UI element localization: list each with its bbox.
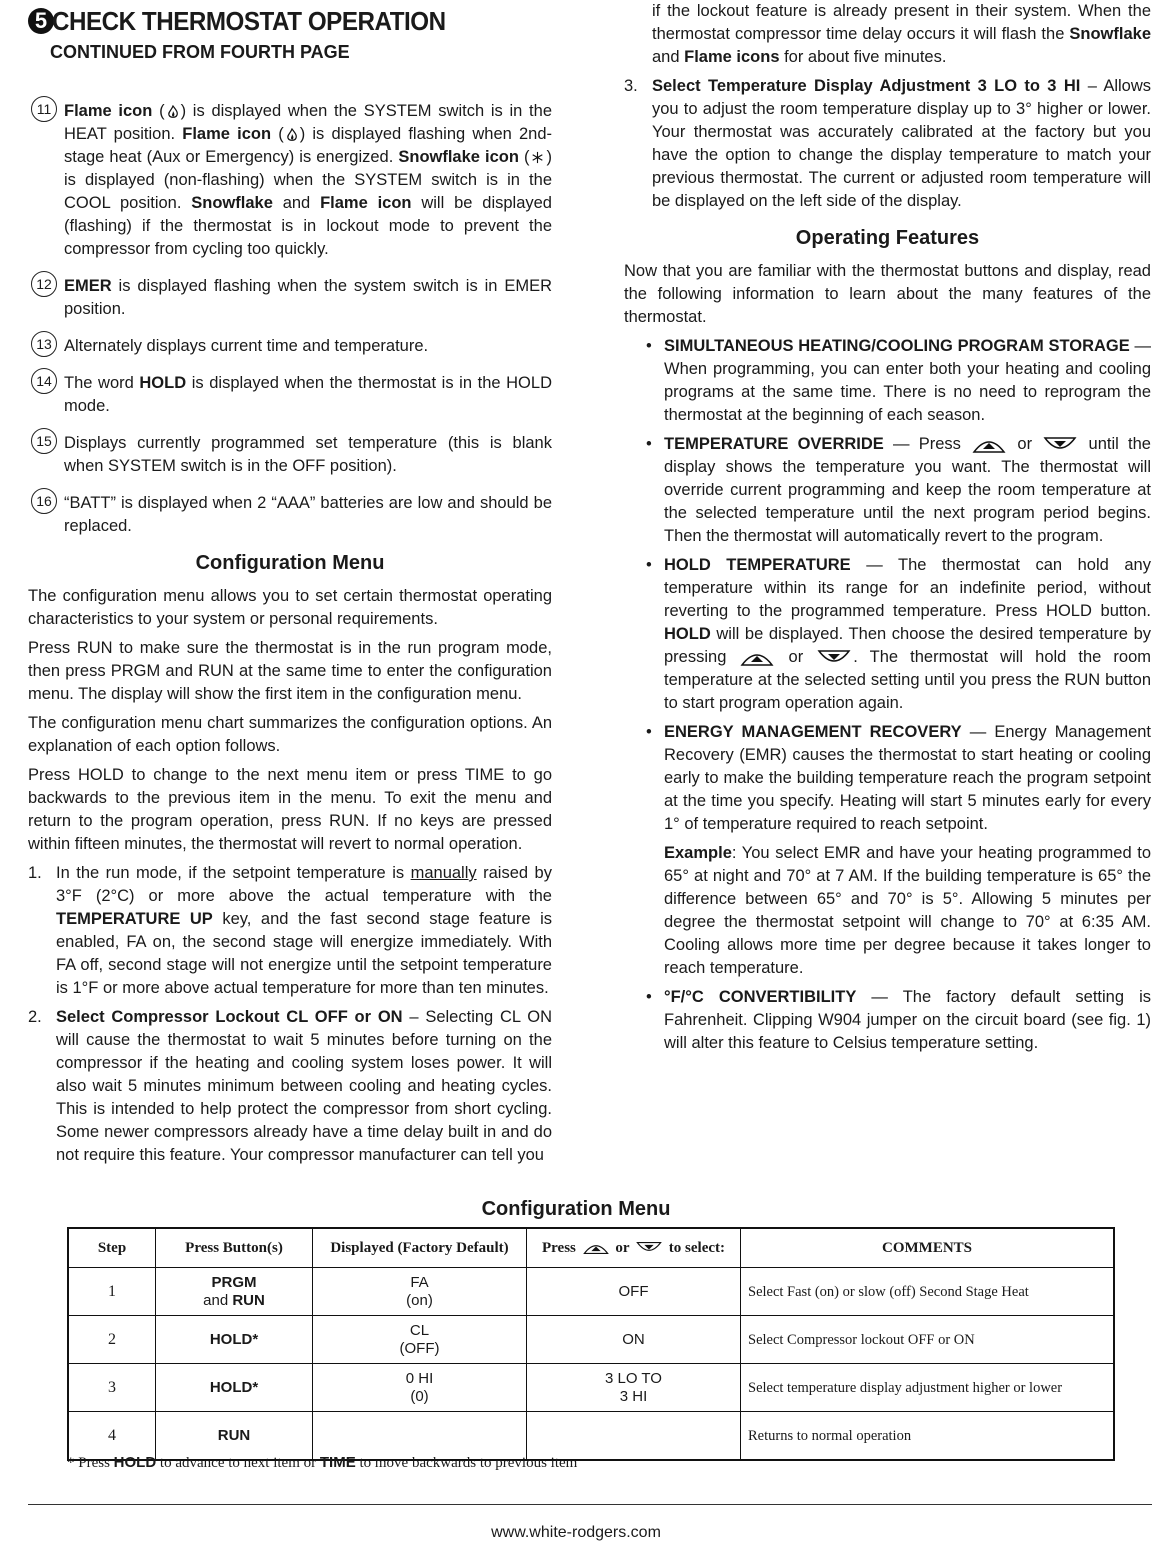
table-row — [68, 1412, 1114, 1461]
config-menu-table — [67, 1227, 1115, 1461]
displayed-cell: CL (OFF) — [313, 1316, 527, 1364]
feature-item: • ENERGY MANAGEMENT RECOVERY — Energy Management Recovery (EMR) causes the thermostat to start heating or cooling early to make the building temperature reach the program setpoint at the time you specify. Heating will start 5 minutes early for every 1° of temperature required to reach setpoint. — [646, 723, 1152, 833]
step-cell: 2 — [68, 1316, 156, 1364]
callout-number: 16 — [31, 488, 57, 514]
config-option-2-continued: if the lockout feature is already present in their system. When the thermostat compressor time delay occurs it will flash the Snowflake and Flame icons for about five minutes. — [652, 2, 1151, 66]
step-cell: 3 — [68, 1364, 156, 1412]
config-paragraph: The configuration menu allows you to set certain thermostat operating characteristics to your system or personal requirements. — [28, 587, 552, 628]
button-cell: RUN — [156, 1412, 313, 1461]
config-option-1: 1. In the run mode, if the setpoint temperature is manually raised by 3°F (2°C) or more above the actual temperature with the TEMPERATURE UP key, and the fast second stage feature is enabled, FA on, the second stage will energize immediately. With FA off, second stage will not energize until the setpoint temperature is 1°F or more above actual temperature for more than ten minutes. — [28, 864, 552, 997]
feature-item: • TEMPERATURE OVERRIDE — Press or until the display shows the temperature you want. The thermostat will override current programming and keep the room temperature at the selected temperature until the next program period begins. Then the thermostat will automatically revert to the program. — [646, 435, 1151, 545]
example-paragraph: Example: You select EMR and have your heating programmed to 65° at night and 70° at 7 AM. If the building temperature is 65° the difference between 65° and 70° is 5°. Allowing 5 minutes per degree the thermostat setpoint will change to 70° at 6:35 AM. Cooling allows more time per degree because it takes longer to reach temperature. — [664, 844, 1151, 977]
config-option-2: 2. Select Compressor Lockout CL OFF or ON – Selecting CL ON will cause the thermostat to wait 5 minutes before turning on the compressor if the heating and cooling system loses power. It will also wait 5 minutes minimum between cooling and heating cycles. This is intended to help protect the compressor from short cycling. Some newer compressors already have a time delay built in and do not require this feature. Your compressor manufacturer can tell you — [28, 1008, 552, 1164]
config-paragraph: Press HOLD to change to the next menu item or press TIME to go backwards to the previous item in the menu. To exit the menu and return to the program operation, press RUN. If no keys are pressed within fifteen minutes, the thermostat will revert to normal operation. — [28, 766, 552, 853]
callout-12: 12 EMER is displayed flashing when the system switch is in EMER position. — [28, 275, 552, 321]
feature-item: • HOLD TEMPERATURE — The thermostat can hold any temperature within its range for an indefinite period, without reverting to the programmed temperature. Press HOLD button. HOLD will be displayed. Then choose the desired temperature by pressing or . The thermostat will hold the room temperature at the selected setting until you press the RUN button to start program operation again. — [646, 556, 1152, 712]
displayed-cell: FA (on) — [313, 1268, 527, 1316]
step-cell: 1 — [68, 1268, 156, 1316]
config-options-list-cont — [624, 0, 1151, 1055]
select-cell: 3 LO TO 3 HI — [527, 1364, 741, 1412]
section-subtitle: CONTINUED FROM FOURTH PAGE — [50, 42, 350, 62]
select-cell: ON — [527, 1316, 741, 1364]
callout-14: 14 The word HOLD is displayed when the thermostat is in the HOLD mode. — [28, 372, 552, 418]
section-title: CHECK THERMOSTAT OPERATION — [52, 6, 446, 36]
comment-cell: Returns to normal operation — [741, 1412, 1115, 1461]
step-cell: 4 — [68, 1412, 156, 1461]
callout-number: 11 — [31, 96, 57, 122]
callout-number: 13 — [31, 331, 57, 357]
footer-url[interactable]: www.white-rodgers.com — [491, 1524, 661, 1541]
config-table-title: Configuration Menu — [481, 1198, 671, 1220]
feature-item: • SIMULTANEOUS HEATING/COOLING PROGRAM STORAGE — When programming, you can enter both your heating and cooling programs at the same time. There is no need to reprogram the thermostat at the beginning of each season. — [646, 337, 1151, 424]
operating-features-heading: Operating Features — [795, 227, 980, 249]
table-header-row: Step Press Button(s) Displayed (Factory Default) Press or to select: COMMENTS — [68, 1228, 1114, 1268]
button-cell: HOLD* — [156, 1316, 313, 1364]
section-number-badge: 5 — [28, 8, 54, 34]
temperature-up-icon — [972, 436, 1006, 454]
displayed-cell — [313, 1412, 527, 1461]
temperature-up-icon — [740, 649, 774, 667]
displayed-cell: 0 HI (0) — [313, 1364, 527, 1412]
comment-cell: Select temperature display adjustment higher or lower — [741, 1364, 1115, 1412]
flame-icon — [167, 105, 179, 119]
button-cell: PRGM and RUN — [156, 1268, 313, 1316]
table-row — [68, 1268, 1114, 1316]
temperature-down-icon — [1043, 436, 1077, 454]
left-column — [28, 0, 552, 1173]
select-cell: OFF — [527, 1268, 741, 1316]
callout-16: 16 “BATT” is displayed when 2 “AAA” batteries are low and should be replaced. — [28, 492, 552, 538]
comment-cell: Select Compressor lockout OFF or ON — [741, 1316, 1115, 1364]
footer-divider — [28, 1504, 1152, 1505]
comment-cell: Select Fast (on) or slow (off) Second Stage Heat — [741, 1268, 1115, 1316]
operating-intro: Now that you are familiar with the thermostat buttons and display, read the following information to learn about the many features of the thermostat. — [624, 262, 1151, 326]
config-paragraph: The configuration menu chart summarizes the configuration options. An explanation of each option follows. — [28, 714, 552, 755]
config-menu-heading: Configuration Menu — [195, 552, 385, 574]
callout-15: 15 Displays currently programmed set temperature (this is blank when SYSTEM switch is in the OFF position). — [28, 432, 552, 478]
callout-number: 15 — [31, 428, 57, 454]
config-paragraph: Press RUN to make sure the thermostat is in the run program mode, then press PRGM and RUN at the same time to enter the configuration menu. The display will show the first item in the configuration menu. — [28, 639, 552, 703]
flame-icon — [286, 128, 298, 142]
button-cell: HOLD* — [156, 1364, 313, 1412]
callout-11: 11 Flame icon ( ) is displayed when the SYSTEM switch is in the HEAT position. Flame icon ( ) is displayed flashing when 2nd-stage heat (Aux or Emergency) is energized. Snowflake icon ( ) is displayed (non-flashing) when the SYSTEM switch is in the COOL position. Snowflake and Flame icon will be displayed (flashing) if the thermostat is in lockout mode to prevent the compressor from cycling too quickly. — [28, 100, 552, 261]
snowflake-icon — [531, 151, 544, 164]
callout-number: 14 — [31, 368, 57, 394]
config-options-list — [28, 862, 552, 1167]
table-footnote: * Press HOLD to advance to next item or TIME to move backwards to previous item — [67, 1454, 578, 1471]
section-header — [28, 0, 552, 70]
callout-13: 13 Alternately displays current time and temperature. — [28, 335, 552, 358]
temperature-down-icon — [817, 649, 851, 667]
feature-item: • °F/°C CONVERTIBILITY — The factory default setting is Fahrenheit. Clipping W904 jumper on the circuit board (see fig. 1) will alter this feature to Celsius temperature setting. — [646, 988, 1151, 1052]
table-row — [68, 1364, 1114, 1412]
right-column — [624, 0, 1151, 1061]
config-option-3: 3. Select Temperature Display Adjustment 3 LO to 3 HI – Allows you to adjust the room temperature display up to 3° higher or lower. Your thermostat was accurately calibrated at the factory but you have the option to change the display temperature to match your previous thermostat. The current or adjusted room temperature will be displayed on the left side of the display. — [624, 77, 1151, 210]
select-cell — [527, 1412, 741, 1461]
temperature-up-icon — [582, 1241, 610, 1255]
callout-number: 12 — [31, 271, 57, 297]
table-row — [68, 1316, 1114, 1364]
temperature-down-icon — [635, 1241, 663, 1255]
